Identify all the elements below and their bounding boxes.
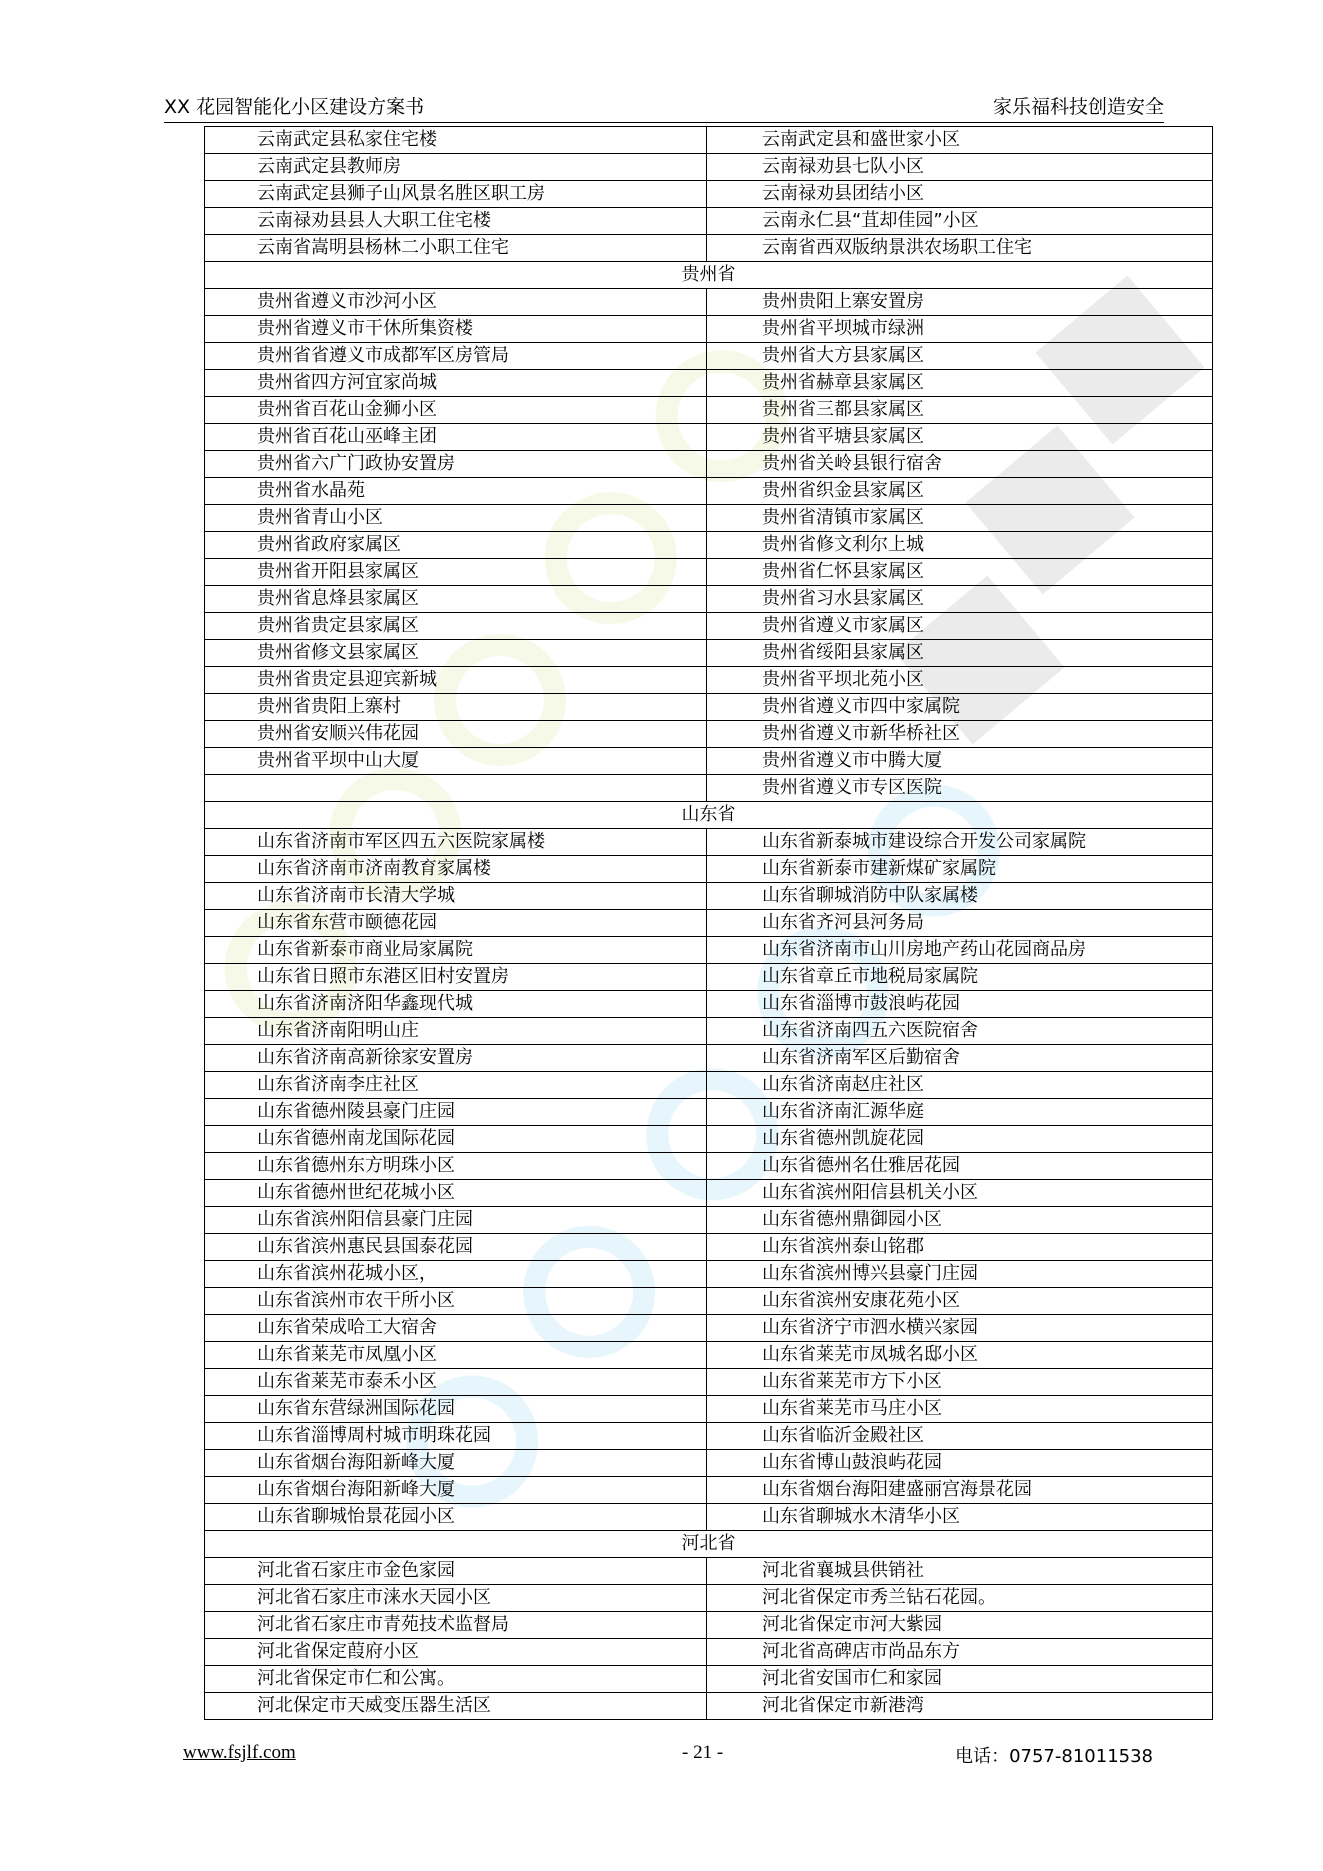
- table-row: [205, 289, 1213, 316]
- project-name-right: 云南武定县和盛世家小区: [707, 127, 1213, 154]
- table-row: [205, 1477, 1213, 1504]
- project-name-left: 山东省滨州惠民县国泰花园: [205, 1234, 707, 1261]
- table-row: [205, 1315, 1213, 1342]
- table-row: [205, 910, 1213, 937]
- project-name-right: 山东省滨州安康花苑小区: [707, 1288, 1213, 1315]
- project-name-right: 云南永仁县“苴却佳园”小区: [707, 208, 1213, 235]
- table-row: [205, 370, 1213, 397]
- table-row: [205, 181, 1213, 208]
- table-row: [205, 532, 1213, 559]
- section-header-row: [205, 1531, 1213, 1558]
- project-name-right: 贵州省织金县家属区: [707, 478, 1213, 505]
- table-row: [205, 1045, 1213, 1072]
- table-row: [205, 1261, 1213, 1288]
- project-name-left: 山东省济南市长清大学城: [205, 883, 707, 910]
- document-title: XX 花园智能化小区建设方案书: [164, 96, 425, 118]
- project-name-right: 山东省德州鼎御园小区: [707, 1207, 1213, 1234]
- table-row: [205, 1666, 1213, 1693]
- project-name-right: 河北省安国市仁和家园: [707, 1666, 1213, 1693]
- project-name-left: 山东省德州世纪花城小区: [205, 1180, 707, 1207]
- project-name-left: 贵州省开阳县家属区: [205, 559, 707, 586]
- project-name-right: 河北省襄城县供销社: [707, 1558, 1213, 1585]
- project-name-right: 山东省莱芜市凤城名邸小区: [707, 1342, 1213, 1369]
- project-name-left: 云南武定县私家住宅楼: [205, 127, 707, 154]
- project-name-right: 山东省滨州阳信县机关小区: [707, 1180, 1213, 1207]
- project-name-left: 贵州省六广门政协安置房: [205, 451, 707, 478]
- project-name-right: 贵州省绥阳县家属区: [707, 640, 1213, 667]
- table-row: [205, 316, 1213, 343]
- project-name-right: 贵州省仁怀县家属区: [707, 559, 1213, 586]
- website-link[interactable]: www.fsjlf.com: [183, 1742, 296, 1763]
- table-row: [205, 748, 1213, 775]
- project-name-left: 山东省滨州花城小区，: [205, 1261, 707, 1288]
- project-name-left: 贵州省修文县家属区: [205, 640, 707, 667]
- project-name-left: 山东省东营市颐德花园: [205, 910, 707, 937]
- project-name-left: 山东省莱芜市泰禾小区: [205, 1369, 707, 1396]
- project-name-left: 河北保定市天威变压器生活区: [205, 1693, 707, 1720]
- table-row: [205, 127, 1213, 154]
- table-row: [205, 1585, 1213, 1612]
- project-name-left: 山东省烟台海阳新峰大厦: [205, 1450, 707, 1477]
- project-name-right: 贵州省遵义市中腾大厦: [707, 748, 1213, 775]
- table-row: [205, 586, 1213, 613]
- project-name-right: 山东省济南汇源华庭: [707, 1099, 1213, 1126]
- table-row: [205, 478, 1213, 505]
- project-name-right: 贵州省平坝北苑小区: [707, 667, 1213, 694]
- project-name-left: [205, 775, 707, 802]
- project-name-left: 山东省济南阳明山庄: [205, 1018, 707, 1045]
- project-name-left: 河北省石家庄市青苑技术监督局: [205, 1612, 707, 1639]
- project-name-right: 云南禄劝县七队小区: [707, 154, 1213, 181]
- project-name-left: 山东省济南李庄社区: [205, 1072, 707, 1099]
- table-row: [205, 1693, 1213, 1720]
- project-name-right: 贵州省关岭县银行宿舍: [707, 451, 1213, 478]
- project-name-right: 山东省临沂金殿社区: [707, 1423, 1213, 1450]
- table-row: [205, 694, 1213, 721]
- project-name-right: 云南禄劝县团结小区: [707, 181, 1213, 208]
- table-row: [205, 991, 1213, 1018]
- table-row: [205, 640, 1213, 667]
- project-name-left: 山东省德州东方明珠小区: [205, 1153, 707, 1180]
- table-row: [205, 559, 1213, 586]
- project-name-right: 河北省保定市河大紫园: [707, 1612, 1213, 1639]
- project-name-left: 山东省德州陵县豪门庄园: [205, 1099, 707, 1126]
- project-name-right: 贵州省平坝城市绿洲: [707, 316, 1213, 343]
- project-name-left: 山东省德州南龙国际花园: [205, 1126, 707, 1153]
- project-name-right: 贵州省遵义市四中家属院: [707, 694, 1213, 721]
- table-row: [205, 1126, 1213, 1153]
- project-name-right: 山东省济南军区后勤宿舍: [707, 1045, 1213, 1072]
- table-row: [205, 721, 1213, 748]
- table-row: [205, 1639, 1213, 1666]
- project-name-left: 云南省嵩明县杨林二小职工住宅: [205, 235, 707, 262]
- project-name-right: 山东省新泰市建新煤矿家属院: [707, 856, 1213, 883]
- table-row: [205, 856, 1213, 883]
- project-name-right: 山东省博山鼓浪屿花园: [707, 1450, 1213, 1477]
- table-row: [205, 1504, 1213, 1531]
- table-row: [205, 964, 1213, 991]
- project-name-left: 山东省莱芜市凤凰小区: [205, 1342, 707, 1369]
- project-name-right: 贵州省清镇市家属区: [707, 505, 1213, 532]
- project-name-left: 山东省新泰市商业局家属院: [205, 937, 707, 964]
- section-header-row: [205, 802, 1213, 829]
- project-name-right: 贵州省平塘县家属区: [707, 424, 1213, 451]
- project-name-right: 山东省齐河县河务局: [707, 910, 1213, 937]
- project-list-table: [204, 126, 1213, 1720]
- table-row: [205, 1180, 1213, 1207]
- project-name-right: 山东省济南市山川房地产药山花园商品房: [707, 937, 1213, 964]
- project-name-left: 山东省滨州市农干所小区: [205, 1288, 707, 1315]
- project-name-left: 山东省滨州阳信县豪门庄园: [205, 1207, 707, 1234]
- project-name-right: 贵州省三都县家属区: [707, 397, 1213, 424]
- project-name-left: 山东省济南高新徐家安置房: [205, 1045, 707, 1072]
- table-row: [205, 1207, 1213, 1234]
- project-name-right: 山东省淄博市鼓浪屿花园: [707, 991, 1213, 1018]
- project-name-left: 山东省聊城怡景花园小区: [205, 1504, 707, 1531]
- table-row: [205, 505, 1213, 532]
- project-name-left: 山东省淄博周村城市明珠花园: [205, 1423, 707, 1450]
- section-title: 河北省: [205, 1531, 1213, 1558]
- project-name-right: 山东省德州凯旋花园: [707, 1126, 1213, 1153]
- table-row: [205, 397, 1213, 424]
- project-name-left: 贵州省遵义市沙河小区: [205, 289, 707, 316]
- project-name-left: 云南禄劝县县人大职工住宅楼: [205, 208, 707, 235]
- project-name-left: 贵州省贵定县迎宾新城: [205, 667, 707, 694]
- project-name-left: 贵州省贵定县家属区: [205, 613, 707, 640]
- project-name-right: 贵州省修文利尔上城: [707, 532, 1213, 559]
- project-name-right: 贵州省大方县家属区: [707, 343, 1213, 370]
- table-row: [205, 1558, 1213, 1585]
- project-name-left: 贵州省平坝中山大厦: [205, 748, 707, 775]
- project-name-left: 贵州省青山小区: [205, 505, 707, 532]
- page-number: - 21 -: [682, 1742, 724, 1763]
- project-name-left: 山东省东营绿洲国际花园: [205, 1396, 707, 1423]
- table-row: [205, 883, 1213, 910]
- project-name-right: 贵州贵阳上寨安置房: [707, 289, 1213, 316]
- project-name-right: 山东省聊城消防中队家属楼: [707, 883, 1213, 910]
- project-name-right: 山东省烟台海阳建盛丽宫海景花园: [707, 1477, 1213, 1504]
- project-name-left: 贵州省水晶苑: [205, 478, 707, 505]
- project-name-right: 山东省济南赵庄社区: [707, 1072, 1213, 1099]
- project-name-left: 河北省石家庄市涞水天园小区: [205, 1585, 707, 1612]
- project-name-right: 河北省保定市新港湾: [707, 1693, 1213, 1720]
- table-body: [205, 127, 1213, 1720]
- project-name-right: 山东省济南四五六医院宿舍: [707, 1018, 1213, 1045]
- project-name-left: 山东省荣成哈工大宿舍: [205, 1315, 707, 1342]
- table-row: [205, 1612, 1213, 1639]
- project-name-left: 云南武定县狮子山风景名胜区职工房: [205, 181, 707, 208]
- project-name-right: 山东省莱芜市马庄小区: [707, 1396, 1213, 1423]
- page-header: [164, 96, 1164, 123]
- project-name-right: 贵州省遵义市家属区: [707, 613, 1213, 640]
- project-name-right: 山东省新泰城市建设综合开发公司家属院: [707, 829, 1213, 856]
- section-header-row: [205, 262, 1213, 289]
- table-row: [205, 667, 1213, 694]
- project-name-right: 贵州省赫章县家属区: [707, 370, 1213, 397]
- table-row: [205, 1396, 1213, 1423]
- table-row: [205, 937, 1213, 964]
- table-row: [205, 1099, 1213, 1126]
- project-name-left: 山东省济南济阳华鑫现代城: [205, 991, 707, 1018]
- table-row: [205, 1369, 1213, 1396]
- table-row: [205, 154, 1213, 181]
- table-row: [205, 343, 1213, 370]
- project-name-left: 河北省石家庄市金色家园: [205, 1558, 707, 1585]
- table-row: [205, 1342, 1213, 1369]
- project-name-left: 贵州省四方河宜家尚城: [205, 370, 707, 397]
- table-row: [205, 1450, 1213, 1477]
- project-name-right: 河北省高碑店市尚品东方: [707, 1639, 1213, 1666]
- project-name-left: 贵州省遵义市干休所集资楼: [205, 316, 707, 343]
- page-footer: [183, 1742, 1153, 1766]
- project-name-right: 山东省德州名仕雅居花园: [707, 1153, 1213, 1180]
- project-name-right: 山东省莱芜市方下小区: [707, 1369, 1213, 1396]
- section-title: 贵州省: [205, 262, 1213, 289]
- project-name-left: 云南武定县教师房: [205, 154, 707, 181]
- project-name-left: 贵州省百花山巫峰主团: [205, 424, 707, 451]
- project-name-right: 河北省保定市秀兰钻石花园。: [707, 1585, 1213, 1612]
- project-name-right: 贵州省习水县家属区: [707, 586, 1213, 613]
- project-name-right: 山东省济宁市泗水横兴家园: [707, 1315, 1213, 1342]
- project-name-left: 贵州省百花山金狮小区: [205, 397, 707, 424]
- table-row: [205, 775, 1213, 802]
- project-name-right: 山东省滨州泰山铭郡: [707, 1234, 1213, 1261]
- table-row: [205, 1234, 1213, 1261]
- table-row: [205, 1423, 1213, 1450]
- project-name-left: 贵州省安顺兴伟花园: [205, 721, 707, 748]
- section-title: 山东省: [205, 802, 1213, 829]
- table-row: [205, 613, 1213, 640]
- table-row: [205, 829, 1213, 856]
- project-name-left: 贵州省息烽县家属区: [205, 586, 707, 613]
- project-name-right: 山东省滨州博兴县豪门庄园: [707, 1261, 1213, 1288]
- table-row: [205, 1288, 1213, 1315]
- project-name-left: 贵州省省遵义市成都军区房管局: [205, 343, 707, 370]
- project-name-left: 山东省济南市军区四五六医院家属楼: [205, 829, 707, 856]
- project-name-left: 河北省保定葭府小区: [205, 1639, 707, 1666]
- table-row: [205, 208, 1213, 235]
- project-name-right: 山东省聊城水木清华小区: [707, 1504, 1213, 1531]
- project-name-left: 山东省日照市东港区旧村安置房: [205, 964, 707, 991]
- project-name-left: 贵州省贵阳上寨村: [205, 694, 707, 721]
- table-row: [205, 1018, 1213, 1045]
- company-slogan: 家乐福科技创造安全: [992, 96, 1164, 118]
- project-name-right: 贵州省遵义市新华桥社区: [707, 721, 1213, 748]
- table-row: [205, 451, 1213, 478]
- table-row: [205, 1153, 1213, 1180]
- project-name-left: 山东省烟台海阳新峰大厦: [205, 1477, 707, 1504]
- project-name-left: 河北省保定市仁和公寓。: [205, 1666, 707, 1693]
- project-name-left: 山东省济南市济南教育家属楼: [205, 856, 707, 883]
- table-row: [205, 1072, 1213, 1099]
- project-name-left: 贵州省政府家属区: [205, 532, 707, 559]
- table-row: [205, 235, 1213, 262]
- table-row: [205, 424, 1213, 451]
- project-name-right: 山东省章丘市地税局家属院: [707, 964, 1213, 991]
- project-name-right: 贵州省遵义市专区医院: [707, 775, 1213, 802]
- project-name-right: 云南省西双版纳景洪农场职工住宅: [707, 235, 1213, 262]
- phone-number: 电话：0757-81011538: [955, 1746, 1153, 1767]
